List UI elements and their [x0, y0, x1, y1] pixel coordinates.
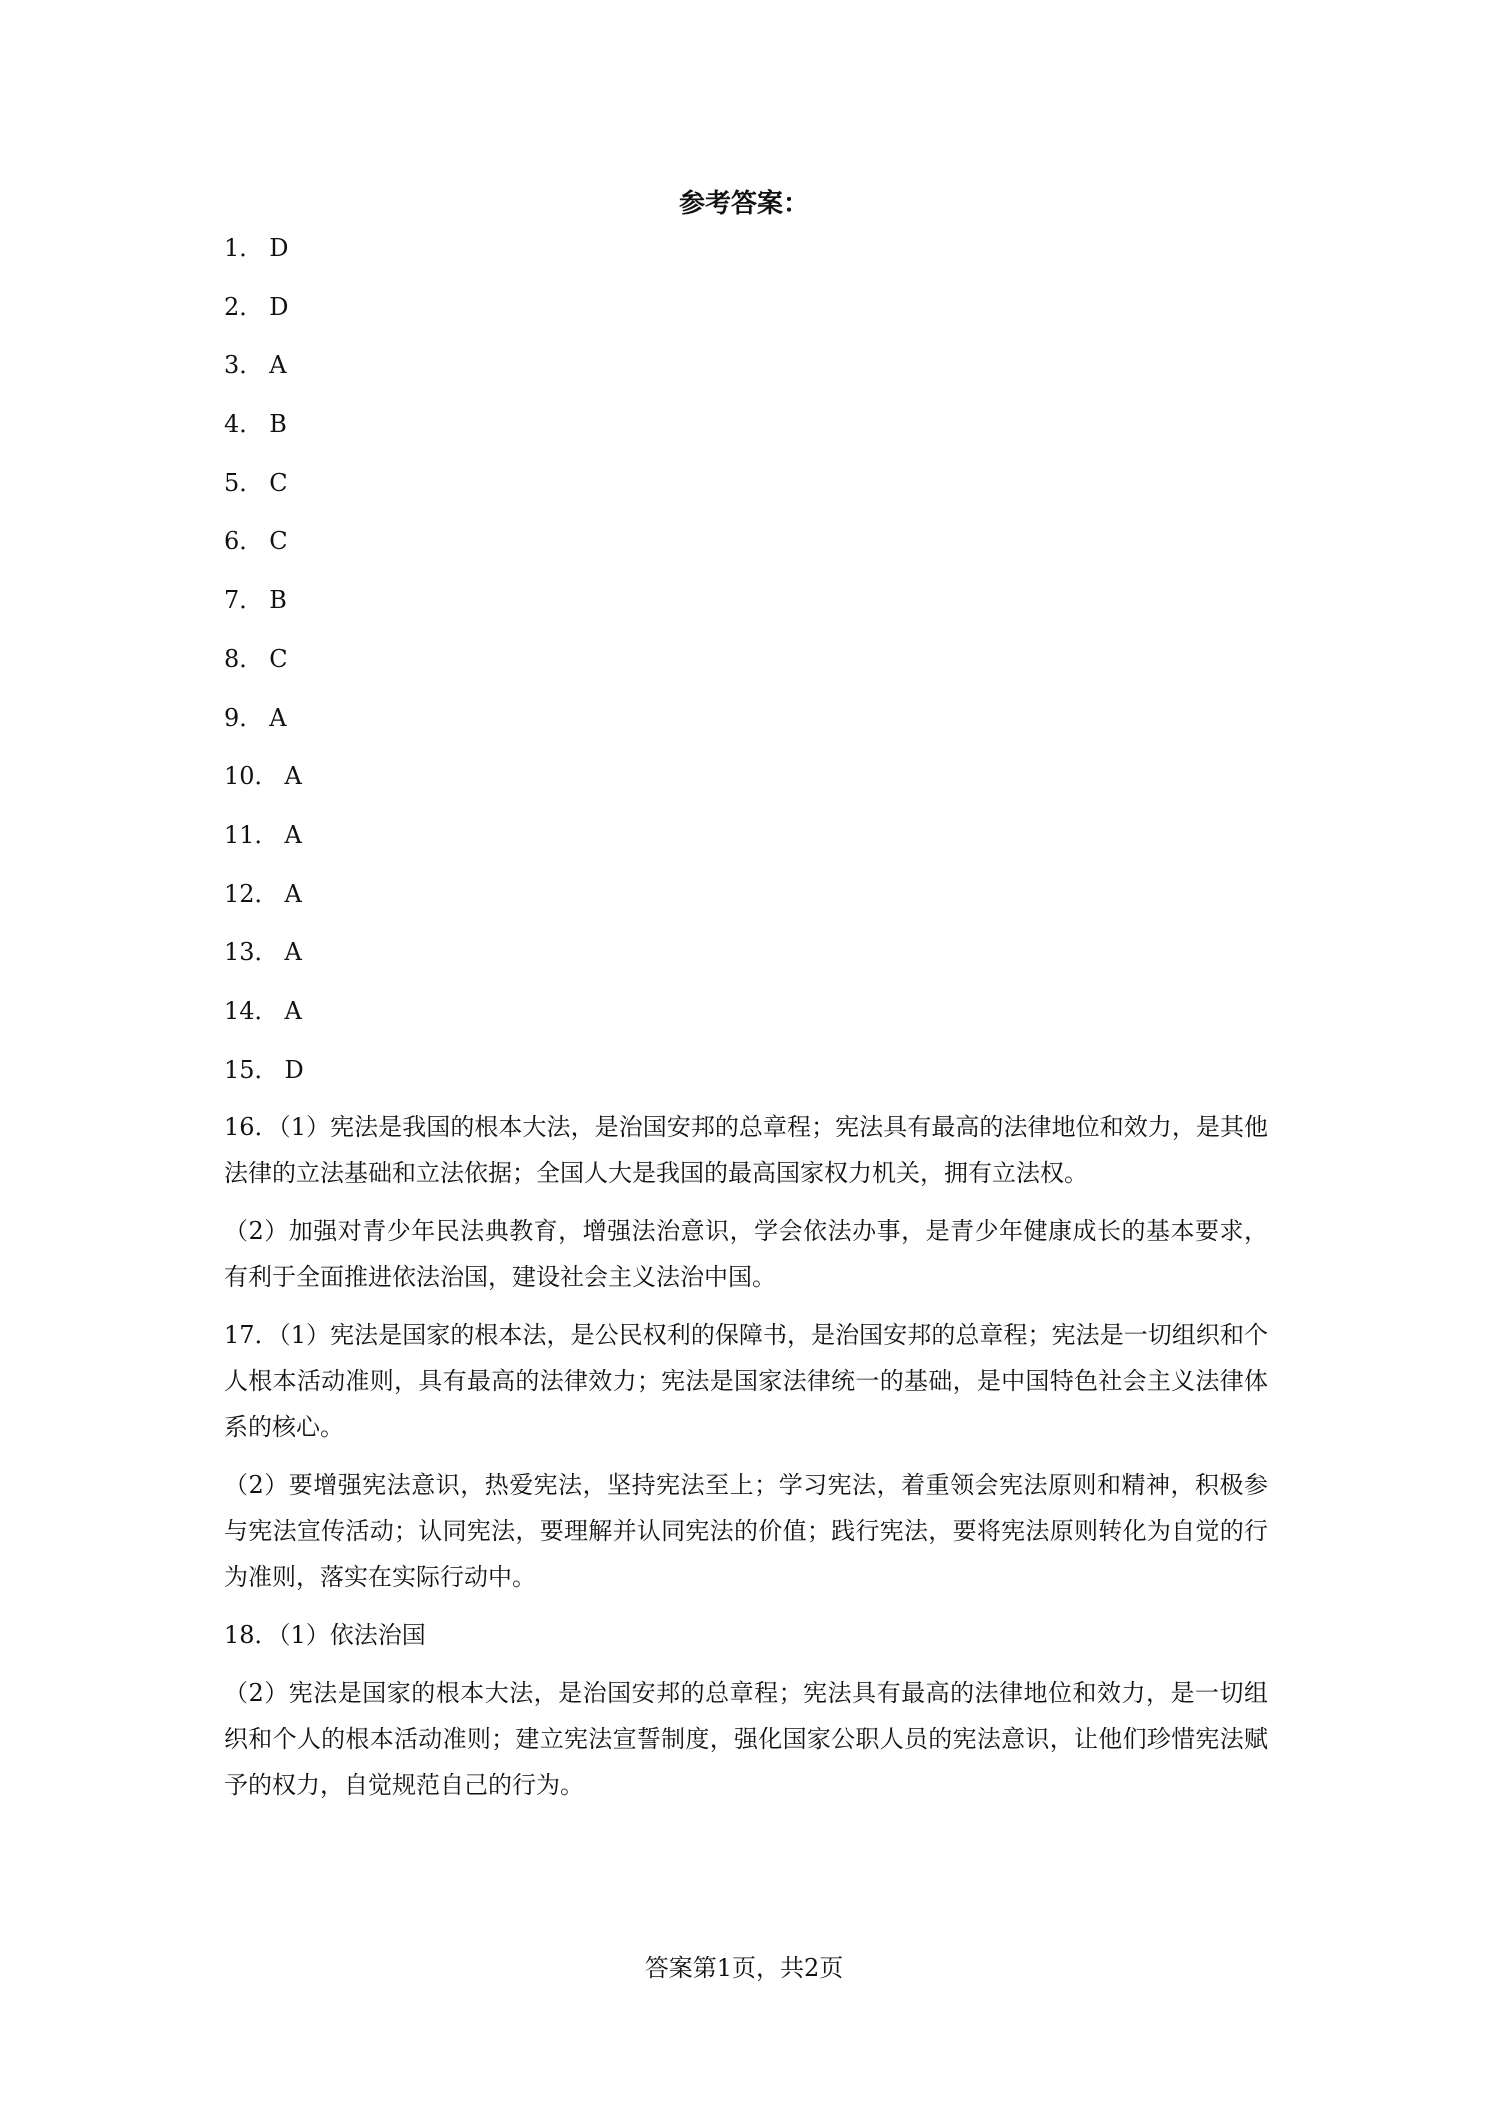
answer-letter: A: [284, 820, 302, 849]
list-item: [224, 287, 1264, 346]
question-number: 8．: [224, 644, 264, 673]
list-item: [224, 756, 1264, 815]
question-number: 9．: [224, 703, 264, 732]
list-item: [224, 345, 1264, 404]
q16-part1: 16．（1）宪法是我国的根本大法，是治国安邦的总章程；宪法具有最高的法律地位和效力，是其他法律的立法基础和立法依据；全国人大是我国的最高国家权力机关，拥有立法权。: [224, 1113, 1268, 1187]
answer-letter: C: [269, 468, 288, 497]
question-number: 13．: [224, 938, 279, 967]
answer-letter: A: [269, 351, 287, 380]
page-footer: 答案第1页，共2页: [644, 1954, 844, 1982]
list-item: [224, 991, 1264, 1050]
list-item: [224, 463, 1264, 522]
answer-letter: D: [284, 1055, 304, 1084]
answer-letter: A: [284, 762, 302, 791]
essay-answers: [224, 1104, 1268, 1808]
list-item: [224, 932, 1264, 991]
question-number: 2．: [224, 292, 264, 321]
list-item: [224, 698, 1264, 757]
list-item: [224, 404, 1264, 463]
answer-letter: A: [284, 879, 302, 908]
answer-letter: C: [269, 527, 288, 556]
answer-letter: A: [269, 703, 287, 732]
list-item: [224, 639, 1264, 698]
page-title: 参考答案：: [678, 189, 809, 219]
question-number: 12．: [224, 879, 279, 908]
q18-part1: 18．（1）依法治国: [224, 1621, 426, 1649]
q17-part1: 17．（1）宪法是国家的根本法，是公民权利的保障书，是治国安邦的总章程；宪法是一切组织和个人根本活动准则，具有最高的法律效力；宪法是国家法律统一的基础，是中国特色社会主义法律体系的核心。: [224, 1321, 1268, 1441]
question-number: 1．: [224, 234, 264, 262]
question-number: 3．: [224, 351, 264, 380]
question-number: 14．: [224, 996, 279, 1025]
answer-letter: C: [269, 644, 288, 673]
answer-letter: D: [269, 292, 289, 321]
q18-part2: （2）宪法是国家的根本大法，是治国安邦的总章程；宪法具有最高的法律地位和效力，是一切组织和个人的根本活动准则；建立宪法宣誓制度，强化国家公职人员的宪法意识，让他们珍惜宪法赋予的权力，自觉规范自己的行为。: [224, 1679, 1268, 1799]
list-item: [224, 521, 1264, 580]
answer-letter: D: [269, 234, 289, 262]
question-number: 10．: [224, 762, 279, 791]
q17-part2: （2）要增强宪法意识，热爱宪法，坚持宪法至上；学习宪法，着重领会宪法原则和精神，积极参与宪法宣传活动；认同宪法，要理解并认同宪法的价值；践行宪法，要将宪法原则转化为自觉的行为准则，落实在实际行动中。: [224, 1471, 1268, 1591]
list-item: [224, 1050, 1264, 1109]
multiple-choice-answers: [224, 228, 1264, 1108]
q16-part2: （2）加强对青少年民法典教育，增强法治意识，学会依法办事，是青少年健康成长的基本要求，有利于全面推进依法治国，建设社会主义法治中国。: [224, 1217, 1268, 1291]
list-item: [224, 874, 1264, 933]
answer-letter: B: [269, 410, 287, 439]
answer-letter: B: [269, 586, 287, 615]
list-item: [224, 228, 1264, 287]
question-number: 4．: [224, 410, 264, 439]
question-number: 6．: [224, 527, 264, 556]
question-number: 5．: [224, 468, 264, 497]
question-number: 7．: [224, 586, 264, 615]
question-number: 11．: [224, 820, 279, 849]
question-number: 15．: [224, 1055, 279, 1084]
answer-letter: A: [284, 938, 302, 967]
answer-letter: A: [284, 996, 302, 1025]
list-item: [224, 815, 1264, 874]
list-item: [224, 580, 1264, 639]
